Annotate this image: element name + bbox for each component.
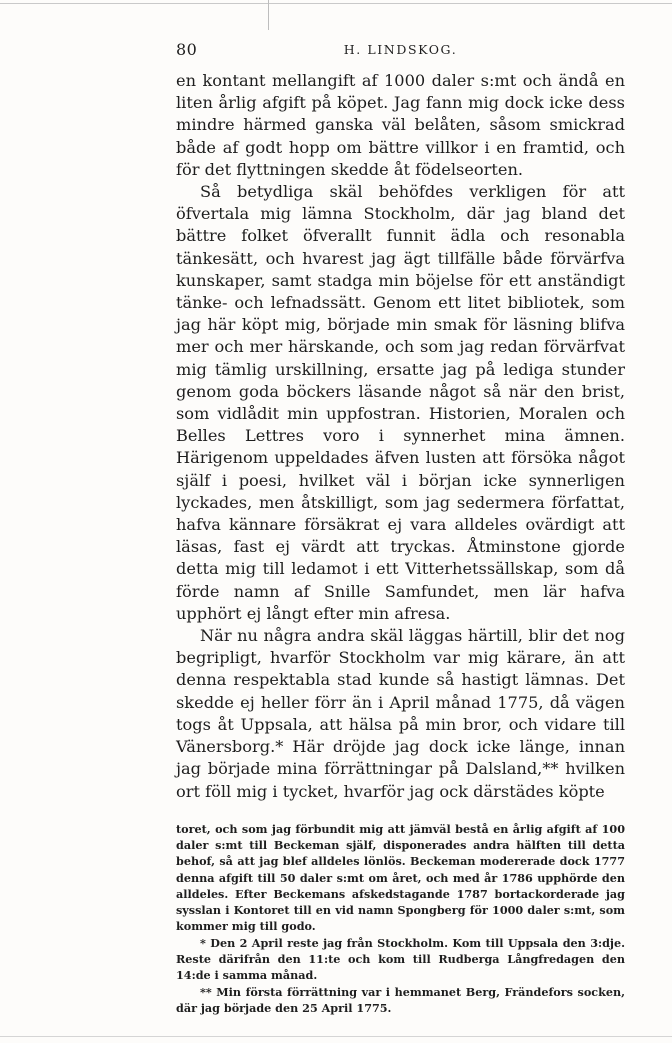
paragraph-continued: en kontant mellangift af 1000 daler s:mt och ändå en liten årlig afgift på köpet. Jag fann mig dock icke dess mindre härmed ganska väl belåten, såsom smickrad både af godt hopp om bättre villkor i en framtid, och för det flyttningen skedde åt födelseorten.: [176, 71, 625, 179]
footnote: ** Min första förrättning var i hemmanet Berg, Frändefors socken, där jag började den 25 April 1775.: [176, 984, 625, 1015]
book-page: [176, 40, 625, 1016]
footnotes: [176, 821, 625, 1017]
footnote-continued: toret, och som jag förbundit mig att jämväl bestå en årlig afgift af 100 daler s:mt till Beckeman själf, disponerades andra hälften till detta behof, så att jag blef alldeles lönlös. Beckeman modererade dock 1777 denna afgift till 50 daler s:mt om året, och med år 1786 upphörde den alldeles. Efter Beckemans afskedstagande 1787 bortackorderade jag sysslan i Kontoret till en vid namn Spongberg för 1000 daler s:mt, som kommer mig till godo.: [176, 821, 625, 934]
running-title: H. LINDSKOG.: [343, 42, 458, 57]
scan-top-rule: [0, 3, 672, 4]
main-text: [176, 70, 625, 803]
running-head: [176, 40, 625, 66]
scan-bottom-rule: [0, 1036, 672, 1037]
footnote: * Den 2 April reste jag från Stockholm. Kom till Uppsala den 3:dje. Reste därifrån den 11:te och kom till Rudberga Långfredagen den 14:de i samma månad.: [176, 935, 625, 983]
paragraph: När nu några andra skäl läggas härtill, blir det nog begripligt, hvarför Stockholm var mig kärare, än att denna respektabla stad kunde så hastigt lämnas. Det skedde ej heller förr än i April månad 1775, då vägen togs åt Uppsala, att hälsa på min bror, och vidare till Vänersborg.* Här dröjde jag dock icke länge, innan jag började mina förrättningar på Dalsland,** hvilken ort föll mig i tycket, hvarför jag ock därstädes köpte: [176, 626, 625, 801]
paragraph: Så betydliga skäl behöfdes verkligen för att öfvertala mig lämna Stockholm, där jag bland det bättre folket öfverallt funnit ädla och resonabla tänkesätt, och hvarest jag ägt tillfälle både förvärfva kunskaper, samt stadga min böjelse för ett anständigt tänke- och lefnadssätt. Genom ett litet bibliotek, som jag här köpt mig, började min smak för läsning blifva mer och mer härskande, och som jag redan förvärfvat mig tämlig urskillning, ersatte jag på lediga stunder genom goda böckers läsande något så när den brist, som vidlådit min uppfostran. Historien, Moralen och Belles Lettres voro i synnerhet mina ämnen. Härigenom uppeldades äfven lusten att försöka något själf i poesi, hvilket väl i början icke synnerligen lyckades, men åtskilligt, som jag sedermera författat, hafva kännare försäkrat ej vara alldeles ovärdigt att läsas, fast ej värdt att tryckas. Åtminstone gjorde detta mig till ledamot i ett Vitterhetssällskap, som då förde namn af Snille Samfundet, men lär hafva upphört ej långt efter min afresa.: [176, 182, 625, 623]
page-number: 80: [176, 40, 198, 59]
scan-gutter-mark: [268, 0, 269, 30]
